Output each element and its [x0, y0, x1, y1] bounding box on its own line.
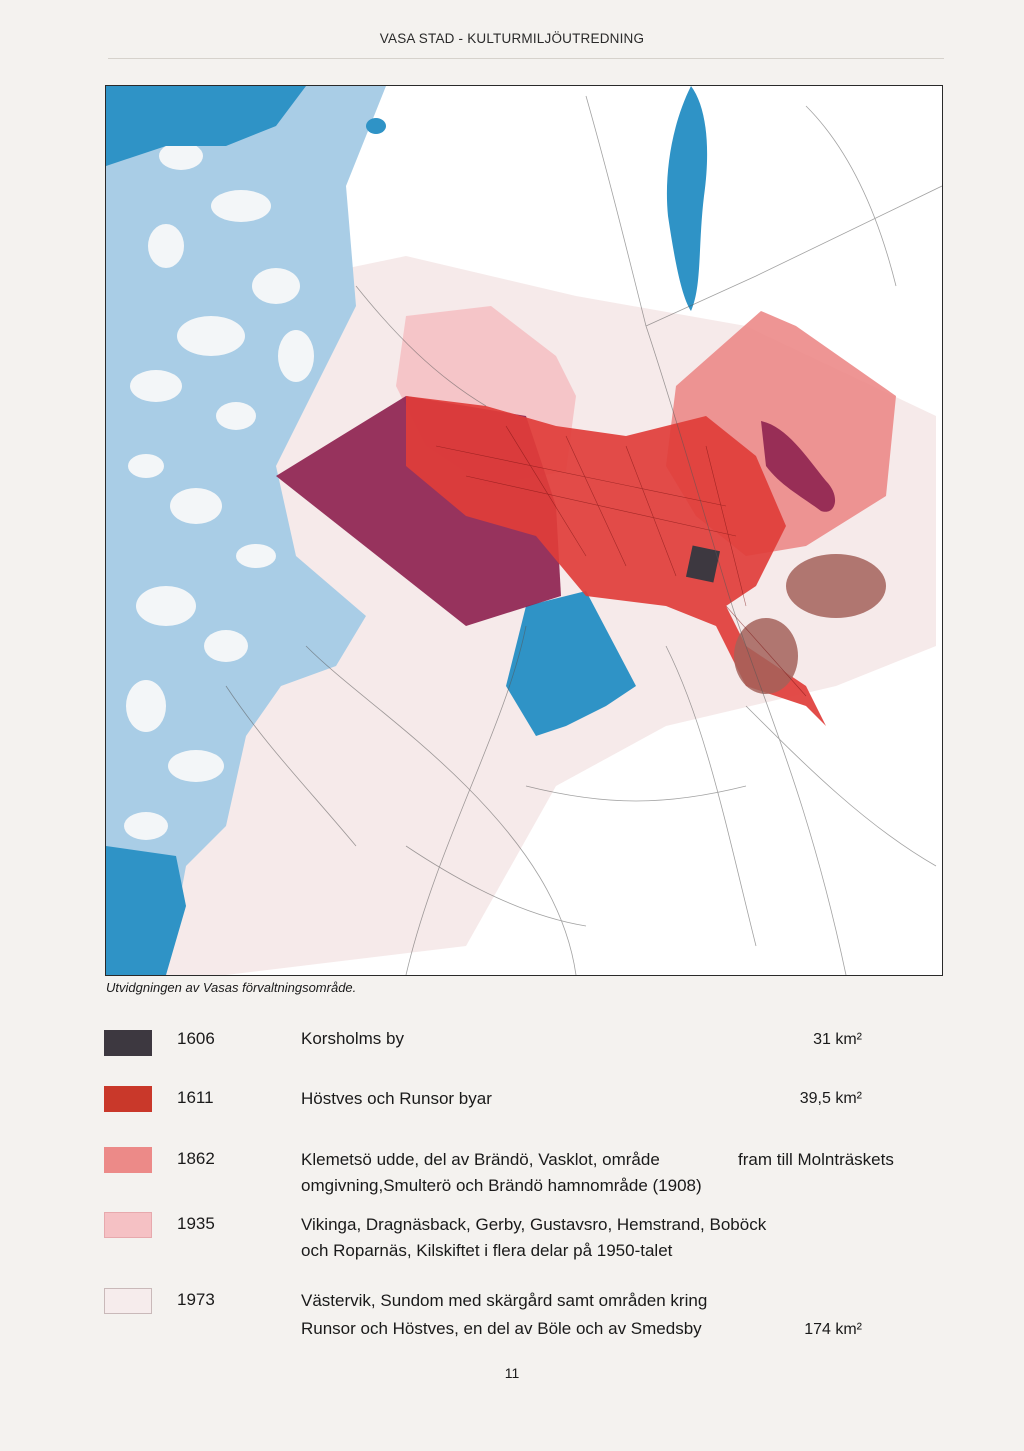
page-number: 11	[504, 1365, 520, 1381]
brown-area-east	[786, 554, 886, 618]
legend-description-line2: omgivning,Smulterö och Brändö hamnområde (1908)	[301, 1176, 702, 1195]
legend-area: 39,5 km²	[799, 1090, 862, 1107]
legend-swatch	[104, 1212, 152, 1238]
legend-description-continued: fram till Molnträskets	[738, 1150, 894, 1169]
legend-swatch	[104, 1030, 152, 1056]
legend-year: 1973	[177, 1290, 215, 1309]
legend-description: Höstves och Runsor byar	[301, 1089, 492, 1108]
map-caption: Utvidgningen av Vasas förvaltningsområde.	[106, 980, 357, 995]
header-divider	[108, 58, 944, 59]
legend-year: 1862	[177, 1149, 215, 1168]
legend-description: Klemetsö udde, del av Brändö, Vasklot, område	[301, 1150, 660, 1169]
legend-year: 1935	[177, 1214, 215, 1233]
legend-swatch	[104, 1288, 152, 1314]
lake-small	[366, 118, 386, 134]
map-figure	[105, 85, 943, 976]
legend-swatch	[104, 1086, 152, 1112]
legend-swatch	[104, 1147, 152, 1173]
legend-description: Västervik, Sundom med skärgård samt områden kring	[301, 1291, 708, 1310]
page-header: VASA STAD - KULTURMILJÖUTREDNING	[379, 31, 645, 46]
legend-area: 31 km²	[813, 1031, 862, 1048]
legend-description-line2: och Roparnäs, Kilskiftet i flera delar på 1950-talet	[301, 1241, 673, 1260]
legend-year: 1606	[177, 1029, 215, 1048]
brown-area-south	[734, 618, 798, 694]
legend-area: 174 km²	[804, 1321, 862, 1338]
legend-year: 1611	[177, 1088, 214, 1107]
legend-description: Korsholms by	[301, 1029, 404, 1048]
legend-description-line2: Runsor och Höstves, en del av Böle och av Smedsby	[301, 1319, 702, 1338]
legend-description: Vikinga, Dragnäsback, Gerby, Gustavsro, Hemstrand, Boböck	[301, 1215, 767, 1234]
